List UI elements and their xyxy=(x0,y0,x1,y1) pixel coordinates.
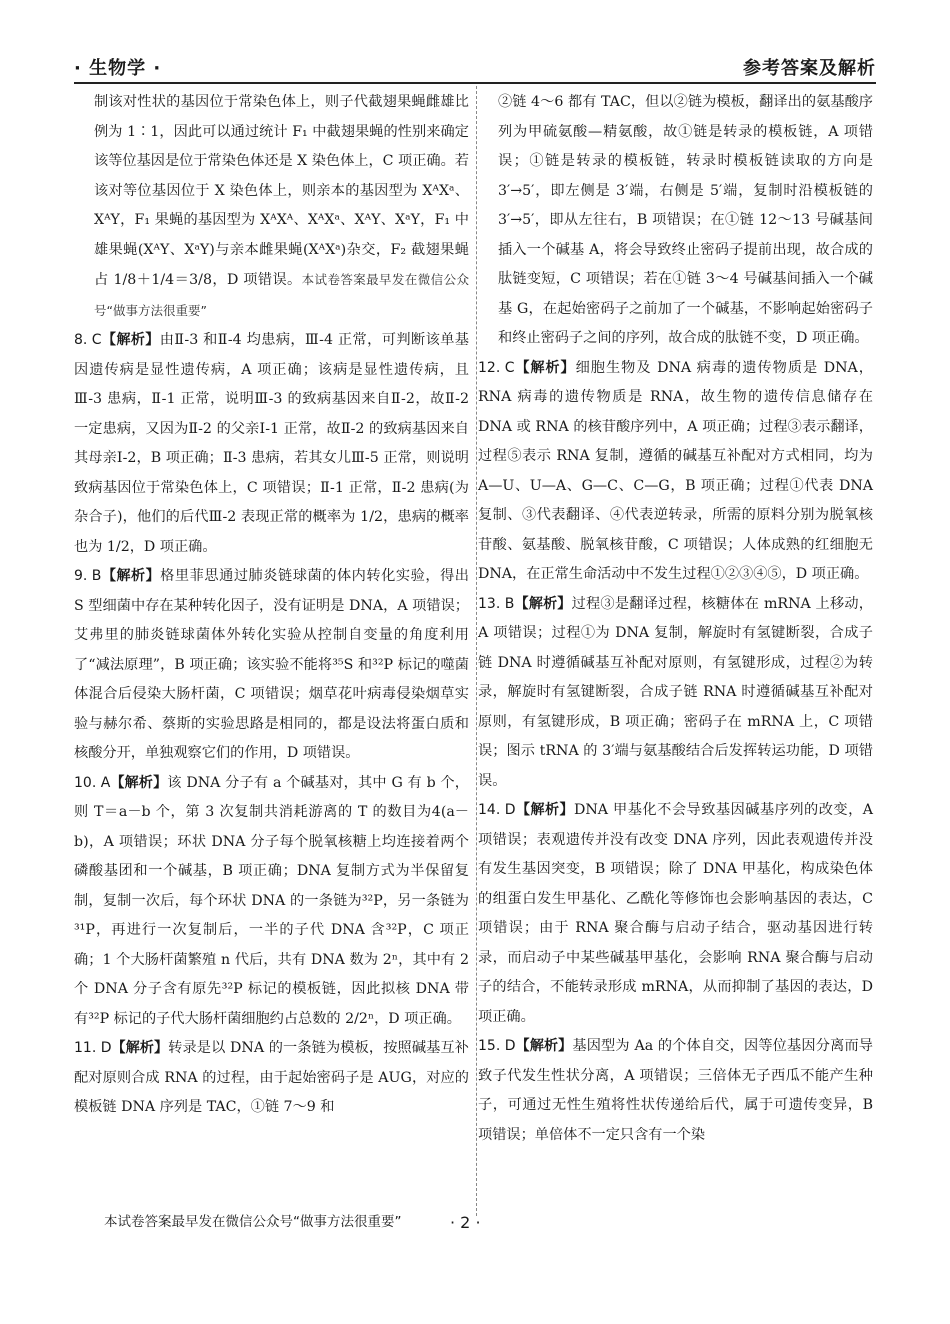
q10-body: 该 DNA 分子有 a 个碱基对，其中 G 有 b 个，则 T＝a－b 个，第 3 次复制共消耗游离的 T 的数目为4(a－b)，A 项错误；环状 DNA 分子每个脱氧核糖上均连接着两个磷酸基团和一个碱基，B 项正确；DNA 复制方式为半保留复制，复制一次后，每个环状 DNA 的一条链为³²P，另一条链为³¹P，再进行一次复制后，一半的子代 DNA 含³²P，C 项正确；1 个大肠杆菌繁殖 n 代后，共有 DNA 数为 2ⁿ，其中有 2 个 DNA 分子含有原先³²P 标记的模板链，因此拟核 DNA 带有³²P 标记的子代大肠杆菌细胞约占总数的 2/2ⁿ，D 项正确。 xyxy=(74,774,469,1027)
q11-body: 转录是以 DNA 的一条链为模板，按照碱基互补配对原则合成 RNA 的过程，由于起始密码子是 AUG，对应的模板链 DNA 序列是 TAC，①链 7～9 和 xyxy=(74,1040,469,1115)
q9-answer: 9. B xyxy=(74,568,102,584)
q9-tag: 【解析】 xyxy=(101,568,161,584)
question-12 xyxy=(478,354,873,590)
question-15 xyxy=(478,1032,873,1150)
q15-answer: 15. D xyxy=(478,1038,516,1054)
question-8 xyxy=(74,326,469,562)
column-divider xyxy=(476,86,477,1216)
question-13 xyxy=(478,590,873,797)
q13-answer: 13. B xyxy=(478,595,515,612)
q10-tag: 【解析】 xyxy=(110,774,168,791)
right-column xyxy=(478,88,873,1150)
q7-watermark: 本试卷答案最早发在微信公众号“做事方法很重要” xyxy=(94,272,469,318)
q9-body: 格里菲思通过肺炎链球菌的体内转化实验，得出 S 型细菌中存在某种转化因子，没有证明是 DNA，A 项错误；艾弗里的肺炎链球菌体外转化实验从控制自变量的角度利用了“减法原理”，B 项正确；该实验不能将³⁵S 和³²P 标记的噬菌体混合后侵染大肠杆菌，C 项错误；烟草花叶病毒侵染烟草实验与赫尔希、蔡斯的实验思路是相同的，都是设法将蛋白质和核酸分开，单独观察它们的作用，D 项错误。 xyxy=(74,568,469,761)
question-11 xyxy=(74,1034,469,1123)
q15-body: 基因型为 Aa 的个体自交，因等位基因分离而导致子代发生性状分离，A 项错误；三倍体无子西瓜不能产生种子，可通过无性生殖将性状传递给后代，属于可遗传变异，B 项错误；单倍体不一定只含有一个染 xyxy=(478,1038,873,1143)
q8-answer: 8. C xyxy=(74,332,102,348)
q13-body: 过程③是翻译过程，核糖体在 mRNA 上移动，A 项错误；过程①为 DNA 复制，解旋时有氢键断裂，合成子链 DNA 时遵循碱基互补配对原则，有氢键形成，过程②为转录，解旋时有氢键断裂，合成子链 RNA 时遵循碱基互补配对原则，有氢键形成，B 项正确；密码子在 mRNA 上，C 项错误；图示 tRNA 的 3′端与氨基酸结合后发挥转运功能，D 项错误。 xyxy=(478,595,873,789)
q14-answer: 14. D xyxy=(478,802,516,818)
page-header xyxy=(74,50,876,84)
page-number: · 2 · xyxy=(450,1213,481,1232)
q11-tag: 【解析】 xyxy=(111,1040,169,1056)
section-title: 参考答案及解析 xyxy=(743,58,876,79)
q10-answer: 10. A xyxy=(74,774,111,791)
q7-body: 制该对性状的基因位于常染色体上，则子代截翅果蝇雌雄比例为 1∶1，因此可以通过统计 F₁ 中截翅果蝇的性别来确定该等位基因是位于常染色体还是 X 染色体上，C 项正确。若该对等位基因位于 X 染色体上，则亲本的基因型为 XᴬXᵃ、XᴬY，F₁ 果蝇的基因型为 XᴬXᴬ、XᴬXᵃ、XᴬY、XᵃY，F₁ 中雄果蝇(XᴬY、XᵃY)与亲本雌果蝇(XᴬXᵃ)杂交，F₂ 截翅果蝇占 1/8＋1/4＝3/8，D 项错误。 xyxy=(94,94,469,288)
bottom-watermark: 本试卷答案最早发在微信公众号“做事方法很重要” xyxy=(104,1214,402,1230)
left-column xyxy=(74,88,469,1123)
question-10 xyxy=(74,769,469,1035)
q7-continuation xyxy=(74,88,469,326)
question-14 xyxy=(478,796,873,1032)
q11-continuation xyxy=(478,88,873,354)
q12-body: 细胞生物及 DNA 病毒的遗传物质是 DNA，RNA 病毒的遗传物质是 RNA，故生物的遗传信息储存在 DNA 或 RNA 的核苷酸序列中，A 项正确；过程③表示翻译，过程⑤表示 RNA 复制，遵循的碱基互补配对方式相同，均为 A—U、U—A、G—C、C—G，B 项正确；过程①代表 DNA 复制、③代表翻译、④代表逆转录，所需的原料分别为脱氧核苷酸、氨基酸、脱氧核苷酸，C 项错误；人体成熟的红细胞无 DNA，在正常生命活动中不发生过程①②③④⑤，D 项正确。 xyxy=(478,359,873,582)
q8-body: 由Ⅱ-3 和Ⅱ-4 均患病，Ⅲ-4 正常，可判断该单基因遗传病是显性遗传病，A 项正确；该病是显性遗传病，且Ⅲ-3 患病，Ⅱ-1 正常，说明Ⅲ-3 的致病基因来自Ⅱ-2，故Ⅱ-2 一定患病，又因为Ⅱ-2 的父亲Ⅰ-1 正常，故Ⅱ-2 的致病基因来自其母亲Ⅰ-2，B 项正确；Ⅱ-3 患病，若其女儿Ⅲ-5 正常，则说明致病基因位于常染色体上，C 项错误；Ⅱ-1 正常，Ⅱ-2 患病(为杂合子)，他们的后代Ⅲ-2 表现正常的概率为 1/2，患病的概率也为 1/2，D 项正确。 xyxy=(74,332,469,555)
q12-tag: 【解析】 xyxy=(514,359,576,376)
q8-tag: 【解析】 xyxy=(101,332,160,348)
q15-tag: 【解析】 xyxy=(515,1038,573,1054)
q11-cont-body: ②链 4～6 都有 TAC，但以②链为模板，翻译出的氨基酸序列为甲硫氨酸—精氨酸，故①链是转录的模板链，A 项错误；①链是转录的模板链，转录时模板链读取的方向是 3′→5′，即左侧是 3′端，右侧是 5′端，复制时沿模板链的 3′→5′，即从左往右，B 项错误；在①链 12～13 号碱基间插入一个碱基 A，将会导致终止密码子提前出现，故合成的肽链变短，C 项错误；若在①链 3～4 号碱基间插入一个碱基 G，在起始密码子之前加了一个碱基，不影响起始密码子和终止密码子之间的序列，故合成的肽链不变，D 项正确。 xyxy=(498,94,873,346)
q14-body: DNA 甲基化不会导致基因碱基序列的改变，A 项错误；表观遗传并没有改变 DNA 序列，因此表观遗传并没有发生基因突变，B 项错误；除了 DNA 甲基化，构成染色体的组蛋白发生甲基化、乙酰化等修饰也会影响基因的表达，C 项错误；由于 RNA 聚合酶与启动子结合，驱动基因进行转录，而启动子中某些碱基甲基化，会影响 RNA 聚合酶与启动子的结合，不能转录形成 mRNA，从而抑制了基因的表达，D 项正确。 xyxy=(478,802,874,1025)
q13-tag: 【解析】 xyxy=(514,595,572,612)
q11-answer: 11. D xyxy=(74,1040,112,1056)
subject-label: · 生物学 · xyxy=(74,58,162,79)
question-9 xyxy=(74,562,469,769)
q12-answer: 12. C xyxy=(478,359,515,376)
q14-tag: 【解析】 xyxy=(515,802,575,818)
